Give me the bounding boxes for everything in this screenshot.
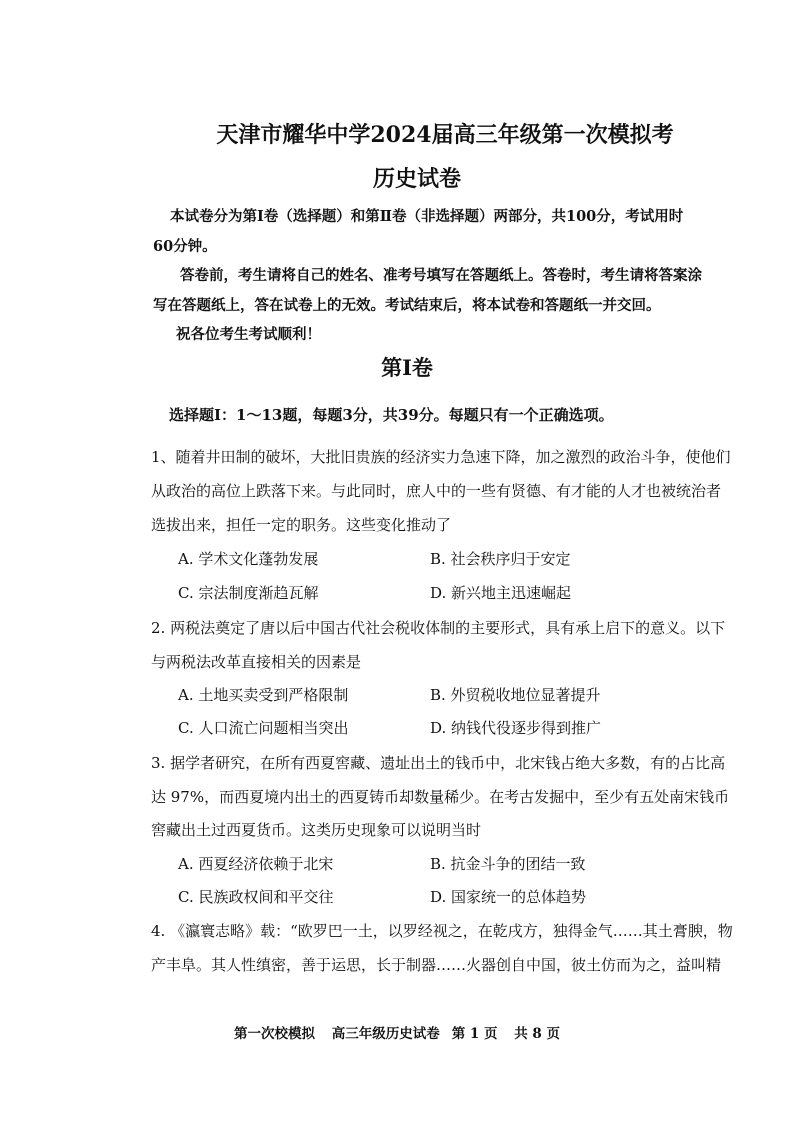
question-3-line-1: 3. 据学者研究，在所有西夏窖藏、遗址出土的钱币中，北宋钱占绝大多数，有的占比高 [151, 754, 726, 772]
question-1-option-c[interactable]: C. 宗法制度渐趋瓦解 [178, 584, 319, 602]
question-3-option-c[interactable]: C. 民族政权间和平交往 [178, 888, 334, 906]
question-3-option-d[interactable]: D. 国家统一的总体趋势 [430, 888, 587, 906]
question-3-option-a[interactable]: A. 西夏经济依赖于北宋 [178, 855, 334, 873]
question-2-option-d[interactable]: D. 纳钱代役逐步得到推广 [430, 719, 602, 737]
question-2-option-c[interactable]: C. 人口流亡问题相当突出 [178, 719, 349, 737]
intro-line-2: 60分钟。 [153, 238, 217, 255]
question-2-option-a[interactable]: A. 土地买卖受到严格限制 [178, 686, 349, 704]
intro-line-4: 写在答题纸上，答在试卷上的无效。考试结束后，将本试卷和答题纸一并交回。 [153, 297, 661, 314]
question-3-line-3: 窖藏出土过西夏货币。这类历史现象可以说明当时 [151, 821, 482, 839]
question-1-line-3: 选拔出来，担任一定的职务。这些变化推动了 [151, 516, 452, 534]
question-2-option-b[interactable]: B. 外贸税收地位显著提升 [430, 686, 601, 704]
exam-subtitle: 历史试卷 [372, 166, 461, 192]
question-2-line-1: 2. 两税法奠定了唐以后中国古代社会税收体制的主要形式，具有承上启下的意义。以下 [151, 619, 726, 637]
question-1-line-2: 从政治的高位上跌落下来。与此同时，庶人中的一些有贤德、有才能的人才也被统治者 [151, 482, 722, 500]
footer-exam-label: 第一次校模拟 [234, 1026, 315, 1042]
question-1-line-1: 1、随着井田制的破坏，大批旧贵族的经济实力急速下降，加之激烈的政治斗争，使他们 [151, 448, 731, 466]
footer-total-pages: 共 8 页 [514, 1026, 560, 1042]
page-footer [0, 1022, 794, 1042]
footer-page-number: 第 1 页 [451, 1026, 498, 1042]
question-1-option-d[interactable]: D. 新兴地主迅速崛起 [430, 584, 572, 602]
question-1-option-a[interactable]: A. 学术文化蓬勃发展 [178, 550, 319, 568]
intro-line-3: 答卷前，考生请将自己的姓名、准考号填写在答题纸上。答卷时，考生请将答案涂 [180, 267, 702, 284]
intro-line-1: 本试卷分为第Ⅰ卷（选择题）和第Ⅱ卷（非选择题）两部分，共100分，考试用时 [170, 208, 684, 225]
question-2-line-2: 与两税法改革直接相关的因素是 [151, 653, 362, 671]
footer-paper-label: 高三年级历史试卷 [331, 1026, 440, 1042]
section-title: 第Ⅰ卷 [381, 355, 433, 380]
exam-title: 天津市耀华中学2024届高三年级第一次模拟考 [216, 122, 674, 148]
question-3-option-b[interactable]: B. 抗金斗争的团结一致 [430, 855, 586, 873]
question-4-line-1: 4. 《瀛寰志略》载：“欧罗巴一土，以罗经视之，在乾戌方，独得金气……其土膏腴，物 [151, 922, 733, 940]
section-instruction: 选择题Ⅰ：1～13题，每题3分，共39分。每题只有一个正确选项。 [169, 406, 614, 424]
question-4-line-2: 产丰阜。其人性缜密，善于运思，长于制器……火器创自中国，彼土仿而为之，益叫精 [151, 956, 722, 974]
intro-line-5: 祝各位考生考试顺利！ [176, 326, 321, 343]
question-1-option-b[interactable]: B. 社会秩序归于安定 [430, 550, 571, 568]
question-3-line-2: 达 97%，而西夏境内出土的西夏铸币却数量稀少。在考古发掘中，至少有五处南宋钱币 [151, 788, 730, 806]
